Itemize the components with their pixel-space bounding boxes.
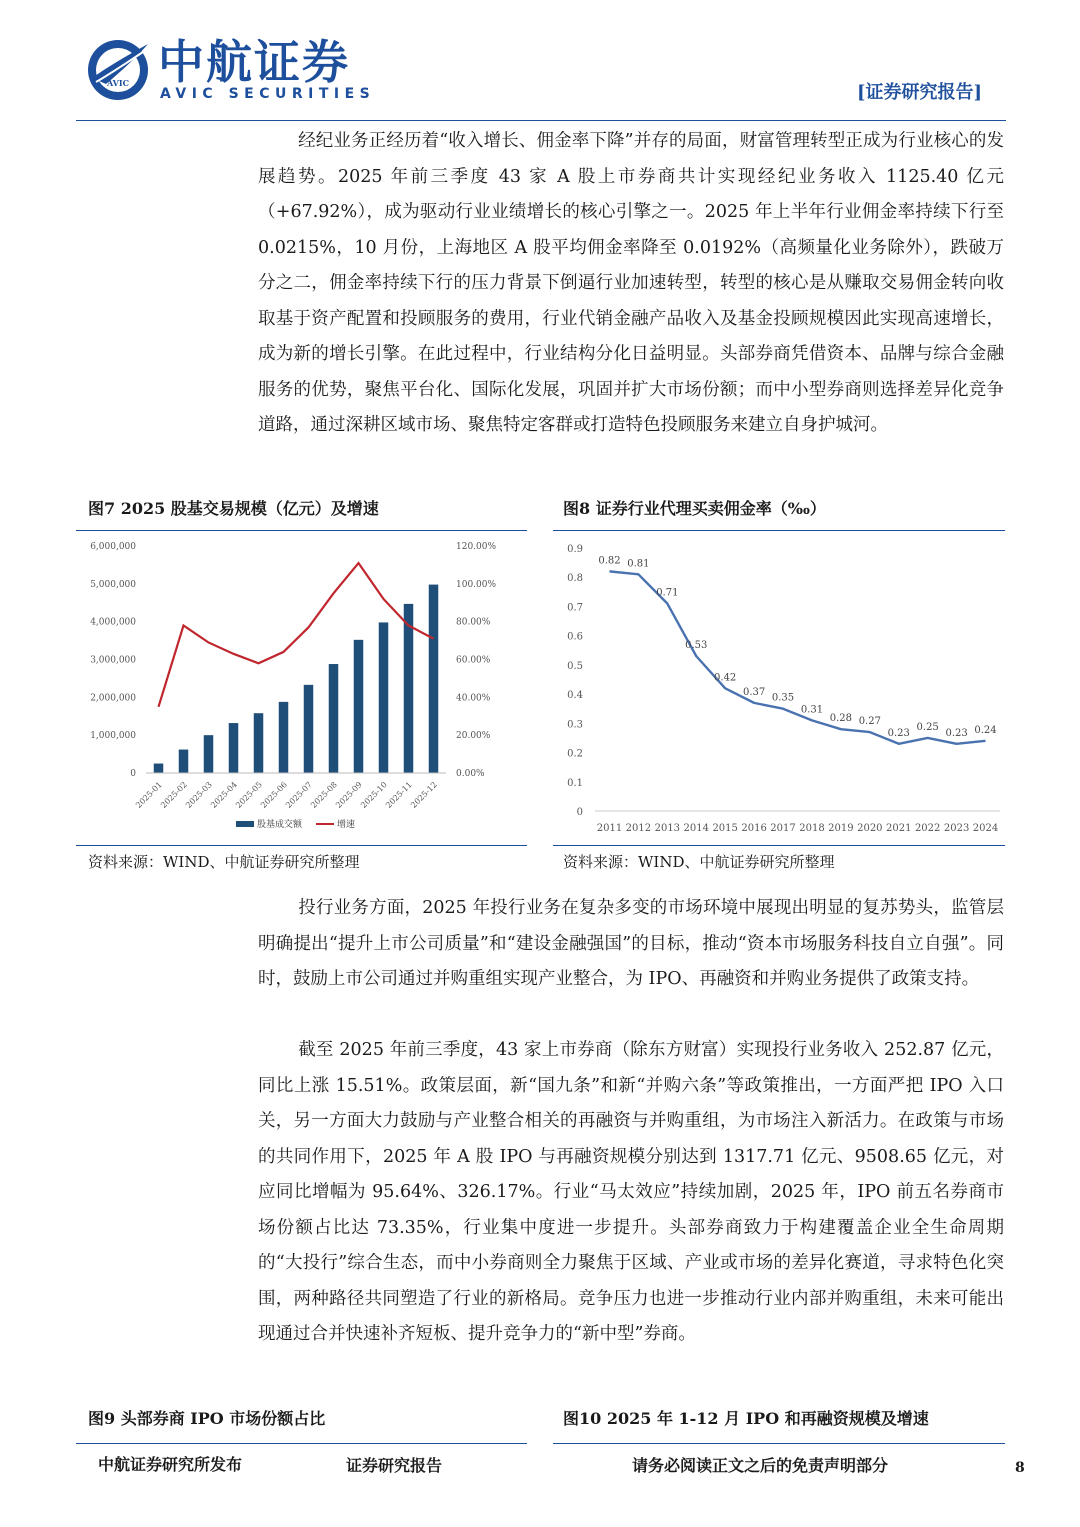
fig8-x-axis	[595, 811, 1000, 834]
paragraph-ib-overview-text: 投行业务方面，2025 年投行业务在复杂多变的市场环境中展现出明显的复苏势头，监管层明确提出“提升上市公司质量”和“建设金融强国”的目标，推动“资本市场服务科技自立自强”。同时，鼓励上市公司通过并购重组实现产业整合，为 IPO、再融资和并购业务提供了政策支持。	[258, 898, 1004, 989]
fig7-growth-polyline	[159, 563, 434, 707]
fig7-rule	[76, 530, 527, 531]
fig7-left-tick: 0	[130, 769, 136, 779]
fig8-x-tick: 2021	[886, 823, 912, 834]
paragraph-ib-detail	[258, 1033, 1004, 1353]
fig8-data-label: 0.82	[598, 555, 621, 567]
fig7-right-tick: 0.00%	[456, 769, 485, 779]
fig8-x-tick: 2017	[770, 823, 796, 834]
fig7-x-tick: 2025-07	[284, 780, 314, 810]
fig8-x-tick: 2013	[654, 823, 681, 834]
fig8-x-tick: 2014	[683, 823, 709, 834]
fig8-y-tick: 0	[576, 807, 583, 818]
fig8-x-tick: 2011	[596, 823, 623, 834]
avic-logo-icon	[86, 38, 150, 102]
report-tag: [证券研究报告]	[856, 82, 982, 103]
paragraph-ib-overview	[258, 891, 1004, 998]
fig7-x-tick: 2025-06	[259, 780, 289, 810]
fig8-data-label: 0.42	[714, 672, 737, 684]
paragraph-brokerage	[258, 124, 1004, 444]
fig8-source: 资料来源：WIND、中航证券研究所整理	[563, 853, 835, 871]
fig8-x-tick: 2016	[741, 823, 767, 834]
fig8-rule	[553, 530, 1005, 531]
fig8-y-tick: 0.4	[567, 690, 583, 702]
fig8-data-label: 0.24	[974, 724, 997, 736]
fig8-y-tick: 0.2	[567, 748, 583, 760]
fig7-bar	[254, 713, 264, 773]
fig8-data-label: 0.37	[742, 686, 766, 698]
fig7-bar	[179, 750, 189, 773]
fig7-x-tick: 2025-11	[384, 780, 414, 810]
fig7-left-tick: 4,000,000	[90, 617, 136, 628]
fig8-data-label: 0.25	[916, 721, 939, 733]
fig7-right-axis	[456, 542, 496, 779]
fig7-x-tick: 2025-05	[234, 780, 264, 810]
fig8-data-label: 0.71	[656, 587, 679, 599]
fig8-y-tick: 0.6	[567, 631, 583, 643]
footer-publisher: 中航证券研究所发布	[98, 1455, 243, 1474]
fig7-x-tick: 2025-10	[359, 780, 389, 810]
fig7-left-tick: 5,000,000	[90, 579, 136, 590]
fig8-title: 图8 证券行业代理买卖佣金率（‰）	[563, 499, 826, 518]
fig8-data-label: 0.27	[858, 716, 881, 728]
fig7-x-tick: 2025-09	[334, 780, 364, 810]
fig7-source: 资料来源：WIND、中航证券研究所整理	[88, 853, 360, 871]
fig7-bar	[429, 585, 439, 773]
fig7-legend	[236, 818, 355, 830]
fig8-x-tick: 2015	[712, 823, 738, 834]
fig7-left-tick: 1,000,000	[90, 731, 136, 742]
fig8-data-label: 0.23	[887, 727, 910, 739]
fig8-data-label: 0.35	[771, 692, 795, 704]
fig8-x-tick: 2023	[943, 823, 970, 834]
fig7-legend-bar-swatch	[236, 821, 254, 827]
fig7-right-tick: 20.00%	[456, 731, 491, 742]
fig8-y-tick: 0.8	[567, 573, 583, 585]
footer-disclaimer: 请务必阅读正文之后的免责声明部分	[632, 1456, 889, 1475]
fig8-x-tick: 2018	[799, 823, 825, 834]
fig7-bar	[204, 735, 214, 773]
fig8-chart	[553, 532, 1005, 842]
fig7-right-tick: 120.00%	[456, 542, 497, 552]
fig7-left-tick: 2,000,000	[90, 693, 136, 704]
fig7-left-tick: 6,000,000	[90, 542, 136, 552]
fig7-left-axis	[90, 542, 136, 779]
fig7-bar	[354, 640, 364, 773]
fig10-rule	[553, 1443, 1005, 1444]
fig7-chart	[76, 532, 527, 842]
fig7-x-tick: 2025-04	[209, 780, 239, 810]
fig7-bar	[279, 702, 289, 773]
fig9-rule	[76, 1443, 527, 1444]
fig7-x-tick: 2025-12	[409, 780, 439, 810]
fig7-right-tick: 100.00%	[456, 579, 497, 590]
fig8-x-tick: 2019	[828, 823, 854, 834]
fig7-bar	[379, 622, 389, 773]
brand-name-en: AVIC SECURITIES	[160, 86, 376, 102]
footer-report-type: 证券研究报告	[346, 1456, 443, 1475]
fig7-x-tick: 2025-03	[184, 780, 214, 810]
fig7-right-tick: 80.00%	[456, 617, 491, 628]
fig7-right-tick: 60.00%	[456, 655, 491, 666]
fig7-bottom-rule	[76, 845, 527, 846]
brand-name-cn: 中航证券	[158, 35, 350, 89]
fig8-bottom-rule	[553, 845, 1005, 846]
fig7-right-tick: 40.00%	[456, 693, 491, 704]
fig7-bar	[404, 604, 414, 773]
fig8-y-tick: 0.7	[567, 602, 583, 614]
fig8-data-label: 0.53	[685, 640, 708, 652]
fig8-data-label: 0.28	[829, 713, 853, 725]
fig8-data-label: 0.23	[945, 727, 968, 739]
fig8-y-tick: 0.5	[567, 660, 583, 672]
header-divider	[76, 120, 1006, 121]
fig8-data-labels	[598, 555, 996, 738]
fig7-title: 图7 2025 股基交易规模（亿元）及增速	[88, 499, 379, 518]
fig8-data-label: 0.31	[800, 704, 824, 716]
page-number: 8	[1015, 1460, 1025, 1476]
fig7-legend-line-label: 增速	[337, 820, 356, 830]
fig7-x-tick: 2025-02	[159, 780, 189, 810]
fig10-title: 图10 2025 年 1-12 月 IPO 和再融资规模及增速	[563, 1409, 929, 1428]
fig8-y-tick: 0.1	[567, 777, 583, 789]
fig7-bar	[229, 723, 239, 773]
fig7-x-axis	[134, 773, 446, 810]
paragraph-brokerage-text: 经纪业务正经历着“收入增长、佣金率下降”并存的局面，财富管理转型正成为行业核心的发展趋势。2025 年前三季度 43 家 A 股上市券商共计实现经纪业务收入 1125.40 亿元（+67.92%），成为驱动行业业绩增长的核心引擎之一。2025 年上半年行业佣金率持续下行至 0.0215%，10 月份，上海地区 A 股平均佣金率降至 0.0192%（高频量化业务除外），跌破万分之二，佣金率持续下行的压力背景下倒逼行业加速转型，转型的核心是从赚取交易佣金转向收取基于资产配置和投顾服务的费用，行业代销金融产品收入及基金投顾规模因此实现高速增长，成为新的增长引擎。在此过程中，行业结构分化日益明显。头部券商凭借资本、品牌与综合金融服务的优势，聚焦平台化、国际化发展，巩固并扩大市场份额；而中小型券商则选择差异化竞争道路，通过深耕区域市场、聚焦特定客群或打造特色投顾服务来建立自身护城河。	[258, 131, 1004, 435]
fig8-x-tick: 2022	[914, 823, 941, 834]
fig7-x-tick: 2025-01	[134, 780, 164, 810]
fig8-x-tick: 2024	[972, 823, 999, 834]
fig8-y-tick: 0.3	[567, 719, 583, 731]
fig7-growth-line	[159, 563, 434, 707]
fig8-x-tick: 2012	[625, 823, 652, 834]
paragraph-ib-detail-text: 截至 2025 年前三季度，43 家上市券商（除东方财富）实现投行业务收入 252.87 亿元，同比上涨 15.51%。政策层面，新“国九条”和新“并购六条”等政策推出，一方面严把 IPO 入口关，另一方面大力鼓励与产业整合相关的再融资与并购重组，为市场注入新活力。在政策与市场的共同作用下，2025 年 A 股 IPO 与再融资规模分别达到 1317.71 亿元、9508.65 亿元，对应同比增幅为 95.64%、326.17%。行业“马太效应”持续加剧，2025 年，IPO 前五名券商市场份额占比达 73.35%，行业集中度进一步提升。头部券商致力于构建覆盖企业全生命周期的“大投行”综合生态，而中小券商则全力聚焦于区域、产业或市场的差异化赛道，寻求特色化突围，两种路径共同塑造了行业的新格局。竞争压力也进一步推动行业内部并购重组，未来可能出现通过合并快速补齐短板、提升竞争力的“新中型”券商。	[258, 1040, 1004, 1344]
fig8-x-tick: 2020	[857, 823, 883, 834]
fig7-bar	[304, 685, 314, 773]
fig7-bar	[329, 664, 339, 773]
fig7-bar	[154, 764, 164, 773]
fig7-x-tick: 2025-08	[309, 780, 339, 810]
fig8-y-tick: 0.9	[567, 544, 583, 555]
fig8-data-label: 0.81	[627, 558, 650, 570]
fig7-left-tick: 3,000,000	[90, 655, 136, 666]
fig7-legend-bar-label: 股基成交额	[257, 820, 303, 830]
logo-text: AVIC	[107, 78, 129, 88]
fig8-y-axis	[567, 544, 583, 818]
fig9-title: 图9 头部券商 IPO 市场份额占比	[88, 1409, 326, 1428]
